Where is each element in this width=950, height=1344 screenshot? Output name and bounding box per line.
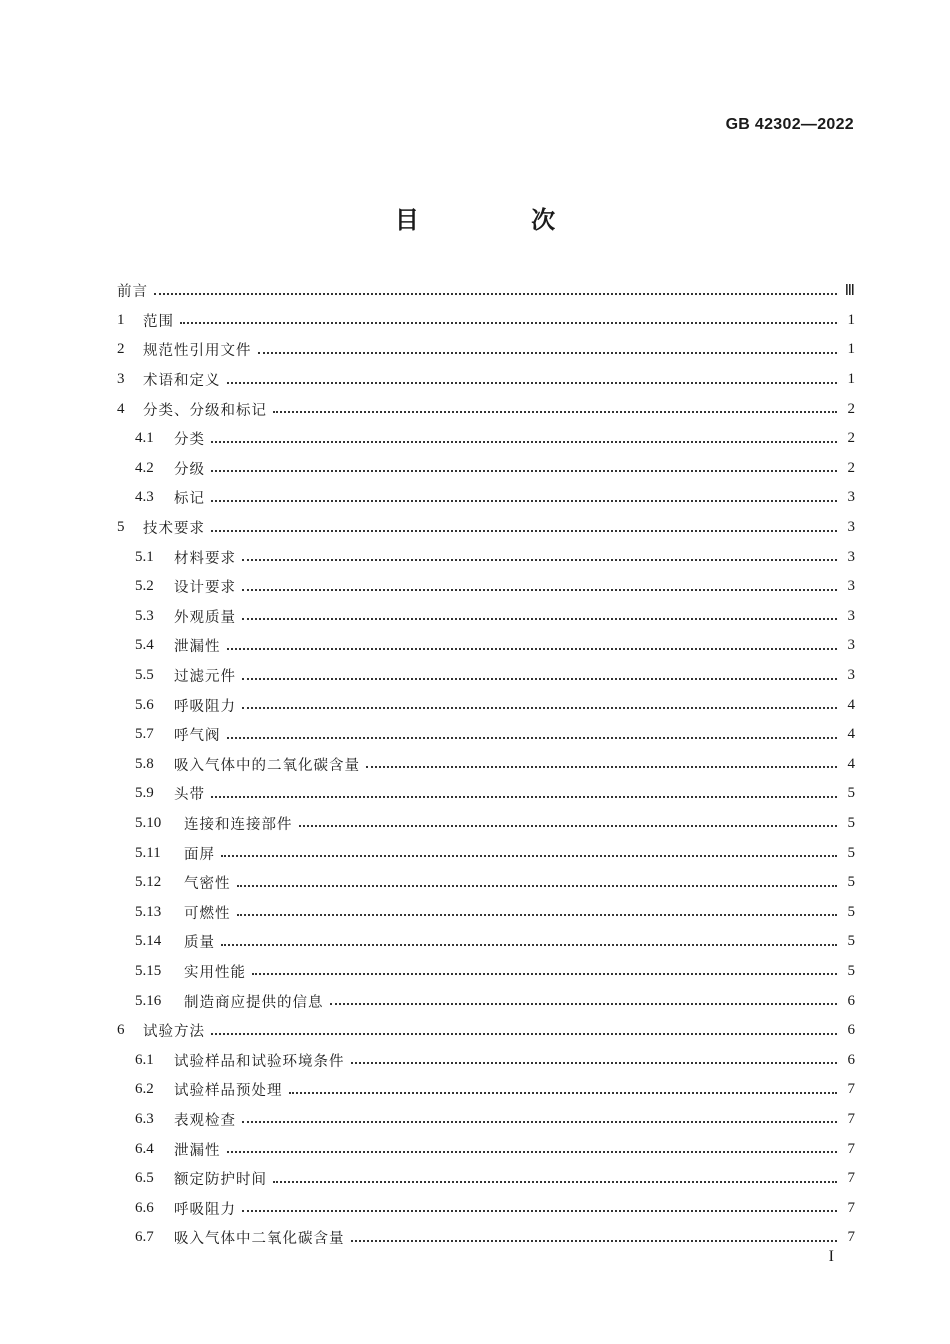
toc-dot-leader [299,825,838,827]
toc-entry-page: 7 [847,1229,855,1246]
toc-entry[interactable] [117,1105,855,1135]
toc-entry[interactable] [117,927,855,957]
toc-entry-number: 5.14 [135,933,162,950]
toc-entry-number: 5.16 [135,992,162,1009]
toc-entry[interactable] [117,809,855,839]
toc-entry-title: 气密性 [184,876,231,893]
toc-entry-title: 外观质量 [174,609,236,626]
toc-entry-title: 规范性引用文件 [143,343,252,360]
toc-entry-title: 过滤元件 [174,669,236,686]
toc-entry-page: 2 [847,430,855,447]
toc-entry-number: 5.13 [135,903,162,920]
toc-entry-number: 6.2 [135,1081,154,1098]
toc-entry[interactable] [117,513,855,543]
toc-entry-number: 5.11 [135,844,161,861]
toc-entry[interactable] [117,1075,855,1105]
toc-entry-title: 分类、分级和标记 [143,402,267,419]
toc-entry-number: 5.4 [135,637,154,654]
toc-entry[interactable] [117,306,855,336]
toc-entry-page: 7 [847,1140,855,1157]
toc-dot-leader [258,352,838,354]
toc-entry-page: 6 [847,1051,855,1068]
toc-dot-leader [237,885,838,887]
toc-entry-page: 1 [847,311,855,328]
toc-entry[interactable] [117,661,855,691]
toc-entry-title: 呼吸阻力 [174,1201,236,1218]
toc-dot-leader [242,707,837,709]
toc-entry-title: 泄漏性 [174,1142,221,1159]
toc-entry[interactable] [117,335,855,365]
toc-entry-title: 前言 [117,284,148,301]
toc-entry-number: 5.12 [135,874,162,891]
toc-dot-leader [221,855,837,857]
toc-entry[interactable] [117,276,855,306]
toc-entry-page: 3 [847,548,855,565]
toc-entry-title: 实用性能 [184,964,246,981]
toc-entry-number: 6.7 [135,1229,154,1246]
toc-entry-title: 面屏 [184,846,215,863]
toc-entry-number: 6.6 [135,1199,154,1216]
toc-dot-leader [154,293,837,295]
toc-entry-number: 5.2 [135,578,154,595]
toc-entry-title: 呼气阀 [174,728,221,745]
toc-entry-number: 1 [117,311,125,328]
toc-entry-number: 6.5 [135,1170,154,1187]
toc-entry-number: 5.15 [135,962,162,979]
toc-entry[interactable] [117,897,855,927]
table-of-contents [117,276,855,1253]
toc-entry-title: 可燃性 [184,905,231,922]
toc-entry[interactable] [117,720,855,750]
toc-dot-leader [252,973,837,975]
toc-entry-page: 4 [847,696,855,713]
toc-entry[interactable] [117,1045,855,1075]
toc-entry-title: 呼吸阻力 [174,698,236,715]
page-title: 目 次 [394,206,608,234]
toc-entry-page: 5 [847,874,855,891]
toc-entry-number: 5.5 [135,667,154,684]
toc-entry-page: Ⅲ [844,283,855,300]
toc-entry-page: 4 [847,755,855,772]
toc-entry[interactable] [117,365,855,395]
toc-entry-title: 范围 [143,313,174,330]
toc-entry-page: 7 [847,1170,855,1187]
toc-entry-page: 1 [847,371,855,388]
toc-entry-page: 7 [847,1110,855,1127]
toc-entry-page: 6 [847,1022,855,1039]
toc-dot-leader [227,1151,838,1153]
toc-entry-number: 4.1 [135,430,154,447]
toc-dot-leader [211,530,837,532]
toc-entry-number: 5.9 [135,785,154,802]
toc-entry-title: 泄漏性 [174,639,221,656]
toc-entry-number: 5.10 [135,814,162,831]
toc-entry-title: 额定防护时间 [174,1172,267,1189]
toc-entry[interactable] [117,394,855,424]
toc-entry[interactable] [117,1016,855,1046]
toc-dot-leader [242,678,837,680]
toc-dot-leader [237,914,838,916]
toc-entry-page: 5 [847,962,855,979]
toc-entry-number: 6.1 [135,1051,154,1068]
toc-entry[interactable] [117,957,855,987]
toc-entry-title: 制造商应提供的信息 [184,994,324,1011]
toc-dot-leader [211,796,837,798]
toc-dot-leader [366,766,837,768]
toc-entry-title: 试验样品预处理 [174,1083,283,1100]
toc-entry-number: 4.3 [135,489,154,506]
toc-entry[interactable] [117,631,855,661]
toc-dot-leader [211,441,837,443]
toc-dot-leader [227,382,838,384]
toc-dot-leader [273,411,837,413]
toc-entry-page: 3 [847,667,855,684]
toc-entry[interactable] [117,1223,855,1253]
toc-entry-title: 材料要求 [174,550,236,567]
toc-dot-leader [273,1181,837,1183]
toc-entry[interactable] [117,424,855,454]
toc-entry[interactable] [117,779,855,809]
toc-entry-page: 5 [847,903,855,920]
toc-entry-title: 头带 [174,787,205,804]
toc-entry-number: 5 [117,519,125,536]
toc-entry-number: 6.4 [135,1140,154,1157]
toc-entry-page: 5 [847,933,855,950]
toc-dot-leader [330,1003,838,1005]
toc-dot-leader [180,322,837,324]
toc-dot-leader [211,1033,837,1035]
toc-entry-page: 3 [847,637,855,654]
toc-entry-number: 3 [117,371,125,388]
toc-entry[interactable] [117,602,855,632]
toc-entry-title: 试验样品和试验环境条件 [174,1053,345,1070]
toc-entry[interactable] [117,572,855,602]
toc-dot-leader [242,559,837,561]
toc-entry[interactable] [117,483,855,513]
toc-entry-page: 5 [847,814,855,831]
toc-dot-leader [227,648,838,650]
toc-entry[interactable] [117,454,855,484]
toc-entry-number: 5.1 [135,548,154,565]
page-number: I [828,1248,834,1265]
toc-dot-leader [351,1062,838,1064]
toc-entry-number: 4.2 [135,459,154,476]
toc-entry[interactable] [117,542,855,572]
toc-entry[interactable] [117,690,855,720]
toc-entry-title: 术语和定义 [143,373,221,390]
toc-entry-page: 2 [847,400,855,417]
toc-entry-title: 试验方法 [143,1024,205,1041]
toc-entry-number: 2 [117,341,125,358]
toc-dot-leader [242,589,837,591]
toc-entry-title: 技术要求 [143,521,205,538]
toc-entry-page: 3 [847,489,855,506]
toc-entry-page: 1 [847,341,855,358]
toc-entry-number: 5.3 [135,607,154,624]
toc-entry-page: 5 [847,785,855,802]
toc-dot-leader [227,737,838,739]
toc-entry[interactable] [117,868,855,898]
toc-entry-page: 3 [847,578,855,595]
toc-entry-number: 5.7 [135,726,154,743]
toc-entry[interactable] [117,1193,855,1223]
toc-entry-title: 吸入气体中的二氧化碳含量 [174,757,360,774]
toc-dot-leader [221,944,837,946]
toc-entry-number: 6 [117,1022,125,1039]
toc-dot-leader [289,1092,838,1094]
toc-entry[interactable] [117,986,855,1016]
toc-entry[interactable] [117,1164,855,1194]
toc-entry-page: 3 [847,519,855,536]
toc-entry-number: 5.8 [135,755,154,772]
toc-entry-number: 4 [117,400,125,417]
toc-entry-page: 4 [847,726,855,743]
toc-entry-title: 连接和连接部件 [184,816,293,833]
toc-entry[interactable] [117,838,855,868]
standard-number: GB 42302—2022 [725,116,854,133]
toc-dot-leader [242,618,837,620]
toc-dot-leader [242,1121,837,1123]
toc-entry-number: 6.3 [135,1110,154,1127]
toc-entry-page: 7 [847,1081,855,1098]
toc-entry-page: 7 [847,1199,855,1216]
toc-dot-leader [211,470,837,472]
toc-entry-title: 标记 [174,491,205,508]
toc-entry-page: 2 [847,459,855,476]
toc-entry-title: 质量 [184,935,215,952]
toc-dot-leader [242,1210,837,1212]
toc-entry-title: 分级 [174,461,205,478]
toc-dot-leader [351,1240,838,1242]
toc-entry-page: 3 [847,607,855,624]
toc-entry-title: 表观检查 [174,1112,236,1129]
toc-entry-page: 6 [847,992,855,1009]
toc-entry-number: 5.6 [135,696,154,713]
toc-entry[interactable] [117,750,855,780]
toc-entry-title: 分类 [174,432,205,449]
toc-entry-title: 吸入气体中二氧化碳含量 [174,1231,345,1248]
toc-entry-page: 5 [847,844,855,861]
toc-dot-leader [211,500,837,502]
toc-entry-title: 设计要求 [174,580,236,597]
toc-entry[interactable] [117,1134,855,1164]
